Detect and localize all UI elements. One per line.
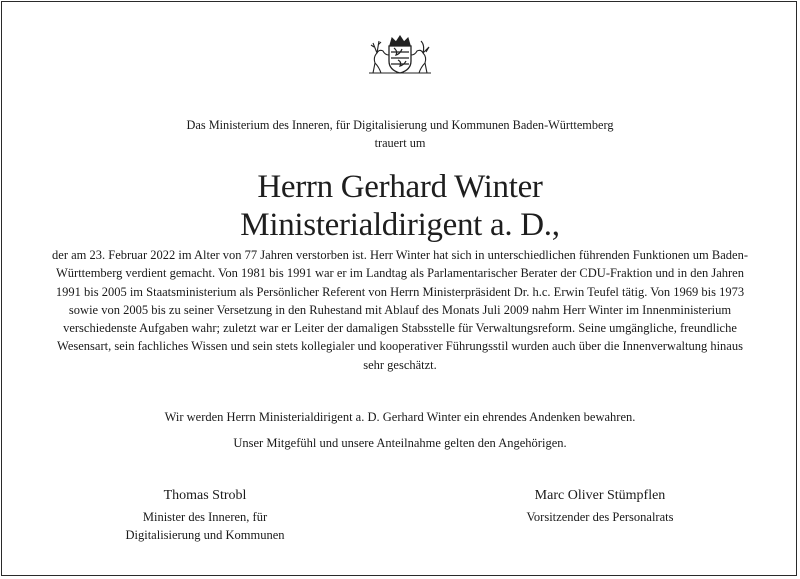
ministry-line: Das Ministerium des Inneren, für Digitalisierung und Kommunen Baden-Württemberg bbox=[186, 118, 614, 132]
tribute-text bbox=[50, 246, 750, 374]
deceased-title: Ministerialdirigent a. D., bbox=[240, 207, 560, 243]
deceased-name: Herrn Gerhard Winter bbox=[257, 169, 543, 205]
signatory-name: Marc Oliver Stümpflen bbox=[534, 488, 666, 503]
deceased-heading bbox=[0, 168, 800, 244]
signatory-minister bbox=[95, 486, 315, 544]
baden-wuerttemberg-coat-of-arms-icon bbox=[365, 33, 435, 75]
intro-text bbox=[0, 116, 800, 152]
mourning-line: trauert um bbox=[374, 136, 426, 150]
remembrance-line: Wir werden Herrn Ministerialdirigent a. D. Gerhard Winter ein ehrendes Andenken bewahren. bbox=[164, 410, 636, 424]
signatory-role-line: Minister des Inneren, für bbox=[142, 510, 268, 524]
signatory-staff-council bbox=[490, 486, 710, 526]
signatory-name: Thomas Strobl bbox=[163, 488, 247, 503]
signatory-role-line: Vorsitzender des Personalrats bbox=[526, 510, 674, 524]
condolence-line: Unser Mitgefühl und unsere Anteilnahme gelten den Angehörigen. bbox=[233, 436, 567, 450]
tribute-paragraph: der am 23. Februar 2022 im Alter von 77 Jahren verstorben ist. Herr Winter hat sich in unterschiedlichen führenden Funktionen um Baden-Württemberg verdient gemacht. Von 1981 bis 1991 war er im Landtag als Parlamentarischer Berater der CDU-Fraktion und in den Jahren 1991 bis 2005 im Staatsministerium als Persönlicher Referent von Herrn Ministerpräsident Dr. h.c. Erwin Teufel tätig. Von 1969 bis 1973 sowie von 2005 bis zu seiner Versetzung in den Ruhestand mit Ablauf des Monats Juli 2009 nahm Herr Winter im Innenministerium verschiedenste Aufgaben wahr; zuletzt war er Leiter der damaligen Stabsstelle für Verwaltungsreform. Seine umgängliche, freundliche Wesensart, sein fachliches Wissen und sein stets kollegialer und kooperativer Führungsstil wurden auch über die Innenverwaltung hinaus sehr geschätzt. bbox=[52, 248, 748, 372]
closing-text bbox=[0, 408, 800, 452]
signatory-role-line: Digitalisierung und Kommunen bbox=[125, 528, 285, 542]
